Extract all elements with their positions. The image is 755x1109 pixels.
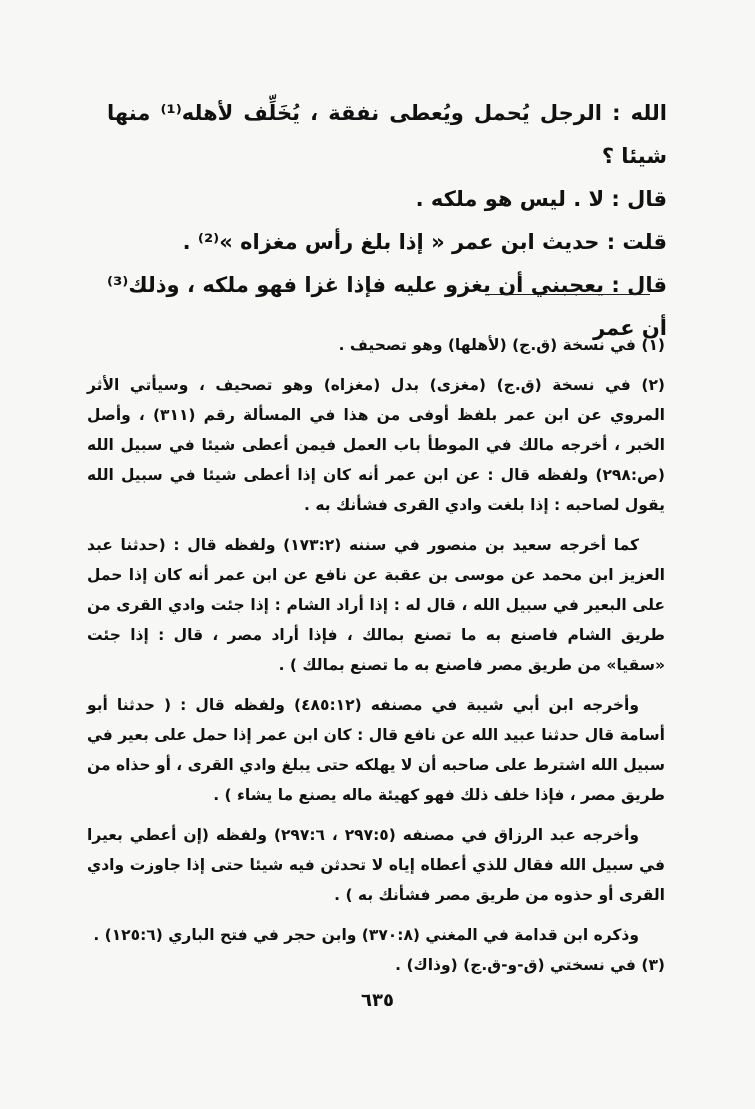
- footnote-2-saeed: كما أخرجه سعيد بن منصور في سننه (١٧٣:٢) ولفظه قال : (حدثنا عبد العزيز ابن محمد عن موسى بن عقبة عن نافع عن ابن عمر أنه كان إذا حمل على البعير في سبيل الله ، قال له : إذا أراد الشام : إذا جئت وادي القرى من طريق الشام فاصنع به ما تصنع بمالك ، فإذا أراد مصر ، قال : إذا جئت «سقيا» من طريق مصر فاصنع به ما تصنع بمالك ) .: [87, 536, 665, 674]
- footnote-2-ibn-qudamah: وذكره ابن قدامة في المغني (٣٧٠:٨) وابن حجر في فتح الباري (١٢٥:٦) .: [93, 926, 639, 944]
- main-text: [107, 92, 667, 350]
- main-line-2: قال : لا . ليس هو ملكه .: [415, 187, 667, 211]
- footnote-2: (٢) في نسخة (ق.ج) (مغزى) بدل (مغزاه) وهو تصحيف ، وسيأتي الأثر المروي عن ابن عمر بلفظ أوفى من هذا في المسألة رقم (٣١١) ، وأصل الخبر ، أخرجه مالك في الموطأ باب العمل فيمن أعطى شيئا في سبيل الله (ص:٢٩٨) ولفظه قال : عن ابن عمر أنه كان إذا أعطى شيئا في سبيل الله يقول لصاحبه : إذا بلغت وادي القرى فشأنك به .: [87, 376, 665, 514]
- footnote-3: (٣) في نسختي (ق-و-ق.ج) (وذاك) .: [395, 956, 665, 974]
- main-line-4: قال : يعجبني أن يغزو عليه فإذا غزا فهو ملكه ، وذلك⁽³⁾ أن عمر: [107, 273, 667, 340]
- main-line-1: الله : الرجل يُحمل ويُعطى نفقة ، يُخَلِّف لأهله⁽¹⁾ منها شيئا ؟: [107, 101, 667, 168]
- footnote-1: (١) في نسخة (ق.ج) (لأهلها) وهو تصحيف .: [338, 336, 665, 354]
- footnote-2-abdurrazzaq: وأخرجه عبد الرزاق في مصنفه (٢٩٧:٥ ، ٢٩٧:٦) ولفظه (إن أعطي بعيرا في سبيل الله فقال للذي أعطاه إياه لا تحدثن فيه شيئا حتى إذا جاوزت وادي القرى أو حذوه من طريق مصر فشأنك به ) .: [87, 826, 665, 904]
- page-number: ٦٣٥: [361, 990, 394, 1011]
- footnotes: [87, 330, 665, 990]
- footnote-2-ibn-abi-shaybah: وأخرجه ابن أبي شيبة في مصنفه (٤٨٥:١٢) ولفظه قال : ( حدثنا أبو أسامة قال حدثنا عبيد الله عن نافع قال : كان ابن عمر إذا حمل على بعير في سبيل الله اشترط على صاحبه أن لا يهلكه حتى يبلغ وادي القرى ، أو حذاه من طريق مصر ، فإذا خلف ذلك فهو كهيئة ماله يصنع ما يشاء ) .: [87, 696, 665, 804]
- main-line-3: قلت : حديث ابن عمر « إذا بلغ رأس مغزاه »⁽²⁾ .: [182, 230, 667, 254]
- footnote-divider: [486, 294, 650, 295]
